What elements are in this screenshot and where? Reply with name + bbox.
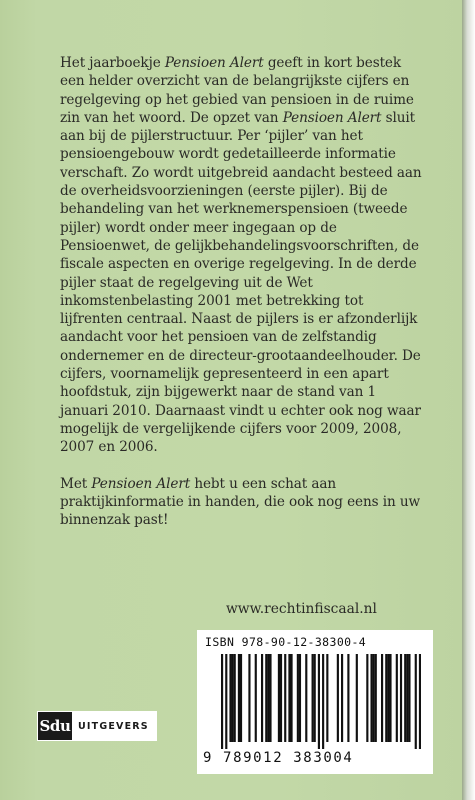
barcode-bar (419, 654, 421, 749)
barcode-bar (366, 654, 368, 742)
publisher-logo (37, 710, 157, 742)
barcode-bar (406, 654, 408, 742)
barcode-bar (225, 654, 227, 749)
barcode-bar (396, 654, 398, 742)
barcode-bar (415, 654, 417, 749)
book-title-italic: Pensioen Alert (282, 109, 382, 126)
blurb-paragraph-1: Het jaarboekje Pensioen Alert geeft in kort bestek een helder overzicht van de belangrijkste cijfers en regelgeving op het gebied van pensioen in de ruime zin van het woord. De opzet van Pensioen Alert sluit aan bij de pijlerstructuur. Per ‘pijler’ van het pensioengebouw wordt gedetailleerde informatie verschaft. Zo wordt uitgebreid aandacht besteed aan de overheidsvoorzieningen (eerste pijler). Bij de behandeling van het werknemerspensioen (tweede pijler) wordt onder meer ingegaan op de Pensioenwet, de gelijkbehandelingsvoorschriften, de fiscale aspecten en overige regelgeving. In de derde pijler staat de regelgeving uit de Wet inkomstenbelasting 2001 met betrekking tot lijfrenten centraal. Naast de pijlers is er afzonderlijk aandacht voor het pensioen van de zelfstandig ondernemer en de directeur-grootaandeelhouder. De cijfers, voornamelijk gepresenteerd in een apart hoofdstuk, zijn bijgewerkt naar de stand van 1 januari 2010. Daarnaast vindt u echter ook nog waar mogelijk de vergelijkende cijfers voor 2009, 2008, 2007 en 2006. (60, 55, 422, 456)
book-title-italic: Pensioen Alert (164, 55, 264, 71)
barcode-bar (389, 654, 391, 742)
barcode-bar (265, 654, 267, 742)
barcode-bar (314, 654, 316, 742)
barcode-bar (234, 654, 236, 742)
barcode-bar (385, 654, 387, 742)
barcode-bar (387, 654, 389, 742)
barcode-bar (347, 654, 349, 742)
barcode-bar (381, 654, 383, 742)
barcode-bar (240, 654, 242, 742)
isbn-barcode (197, 630, 433, 774)
barcode-bar (267, 654, 269, 742)
barcode-bar (288, 654, 290, 742)
barcode-bar (318, 654, 320, 749)
barcode-bar (373, 654, 375, 742)
website-url: www.rechtinfiscaal.nl (226, 601, 377, 617)
barcode-bar (297, 654, 299, 742)
barcode-bar (232, 654, 234, 742)
book-title-italic: Pensioen Alert (91, 475, 191, 492)
barcode-bar (284, 654, 286, 742)
barcode-bar (337, 654, 339, 742)
publisher-mark: Sdu (37, 711, 73, 741)
barcode-bar (280, 654, 282, 742)
barcode-digits: 9 789012 383004 (203, 750, 354, 766)
blurb-paragraph-2: Met Pensioen Alert hebt u een schat aan praktijkinformatie in handen, die ook nog eens in uw binnenzak past! (60, 475, 421, 529)
barcode-bar (290, 654, 292, 742)
blurb-text (60, 54, 428, 530)
barcode-bar (404, 654, 406, 742)
barcode-bar (278, 654, 280, 742)
barcode-bar (312, 654, 314, 742)
barcode-bar (326, 654, 328, 742)
barcode-bar (356, 654, 358, 742)
page-edge (462, 0, 475, 800)
barcode-bar (305, 654, 307, 742)
barcode-bar (299, 654, 301, 742)
barcode-bar (261, 654, 263, 742)
publisher-name: UITGEVERS (73, 711, 157, 741)
barcode-bar (322, 654, 324, 749)
barcode-bar (400, 654, 402, 742)
barcode-bar (229, 654, 231, 742)
barcode-bar (238, 654, 240, 742)
barcode-bar (408, 654, 410, 742)
barcode-bar (375, 654, 377, 742)
barcode-bar (255, 654, 257, 742)
isbn-label: ISBN 978-90-12-38300-4 (205, 635, 367, 649)
barcode-bar (221, 654, 223, 749)
barcode-bar (248, 654, 250, 742)
barcode-bar (269, 654, 271, 742)
barcode-bar (370, 654, 372, 742)
barcode-bars (221, 654, 421, 749)
barcode-bar (341, 654, 343, 742)
